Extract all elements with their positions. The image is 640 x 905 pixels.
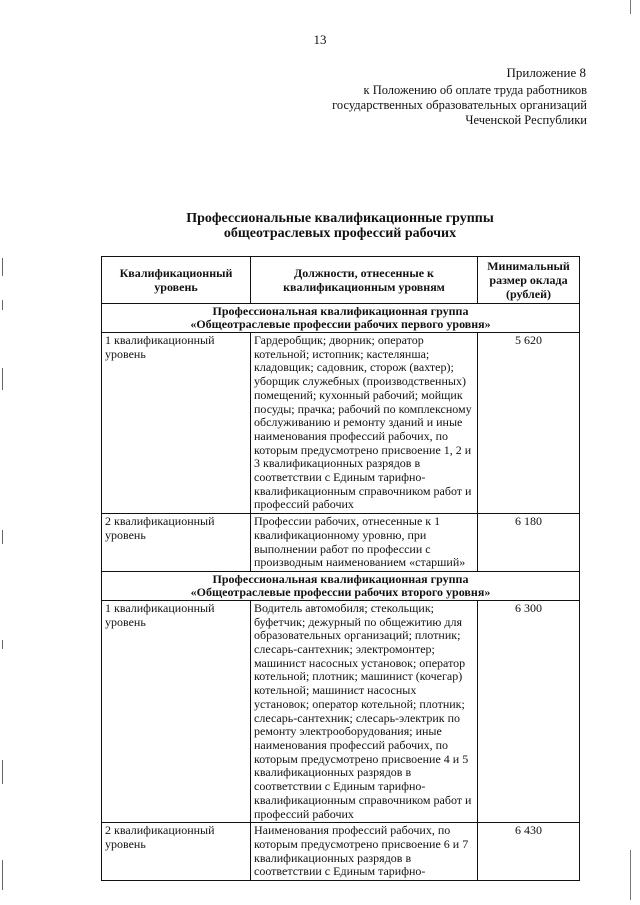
group-title-line: Профессиональная квалификационная группа [212,304,469,318]
salary-cell: 5 620 [478,333,580,514]
annex-reference [332,83,587,128]
positions-cell: Гардеробщик; дворник; оператор котельной; истопник; кастелянша; кладовщик; садовник, сторож (вахтер); уборщик служебных (производственных) помещений; кухонный рабочий; мойщик посуды; прачка; рабочий по комплексному обслуживанию и ремонту зданий и иные наименования профессий рабочих, по которым предусмотрено присвоение 1, 2 и 3 квалификационных разрядов в соответствии с Единым тарифно-квалификационным справочником работ и профессий рабочих [251,333,478,514]
right-scan-edge [630,0,634,905]
group-header-row [102,571,580,600]
appendix-label: Приложение 8 [506,65,586,80]
positions-cell: Наименования профессий рабочих, по которым предусмотрено присвоение 6 и 7 квалификационных разрядов в соответствии с Единым тарифно- [251,823,478,881]
document-title [100,211,580,241]
positions-cell: Профессии рабочих, отнесенные к 1 квалификационному уровню, при выполнении работ по профессии с производным наименованием «старший» [251,514,478,572]
table-row [102,600,580,822]
level-cell: 1 квалификационный уровень [102,600,251,822]
table-row [102,333,580,514]
salary-cell: 6 180 [478,514,580,572]
table-row [102,514,580,572]
level-cell: 2 квалификационный уровень [102,514,251,572]
positions-cell: Водитель автомобиля; стекольщик; буфетчик; дежурный по общежитию для образовательных организаций; плотник; слесарь-сантехник; электромонтер; машинист насосных установок; оператор котельной; плотник; машинист (кочегар) котельной; машинист насосных установок; оператор котельной; плотник; слесарь-сантехник; слесарь-электрик по ремонту электрооборудования; иные наименования профессий рабочих, по которым предусмотрено присвоение 4 и 5 квалификационных разрядов в соответствии с Единым тарифно-квалификационным справочником работ и профессий рабочих [251,600,478,822]
header-salary: Минимальный размер оклада (рублей) [478,257,580,304]
table-row [102,823,580,881]
left-scan-edge [2,0,6,905]
level-cell: 2 квалификационный уровень [102,823,251,881]
table-header-row [102,257,580,304]
annex-line: к Положению об оплате труда работников [363,83,587,97]
title-line: Профессиональные квалификационные группы [186,211,494,226]
header-positions: Должности, отнесенные к квалификационным уровням [251,257,478,304]
group-title-line: Профессиональная квалификационная группа [212,571,469,586]
page-number: 13 [313,32,327,47]
group-header-row [102,304,580,333]
group-title-line: «Общеотраслевые профессии рабочих второго уровня» [190,584,491,599]
group-title-line: «Общеотраслевые профессии рабочих первого уровня» [190,317,491,331]
level-cell: 1 квалификационный уровень [102,333,251,514]
salary-cell: 6 300 [478,600,580,822]
qualification-table [101,256,580,881]
group-title [102,304,580,333]
group-title [102,571,580,600]
annex-line: Чеченской Республики [465,113,587,127]
header-level: Квалификационный уровень [102,257,251,304]
title-line: общеотраслевых профессий рабочих [223,226,457,241]
annex-line: государственных образовательных организаций [332,98,587,112]
salary-cell: 6 430 [478,823,580,881]
